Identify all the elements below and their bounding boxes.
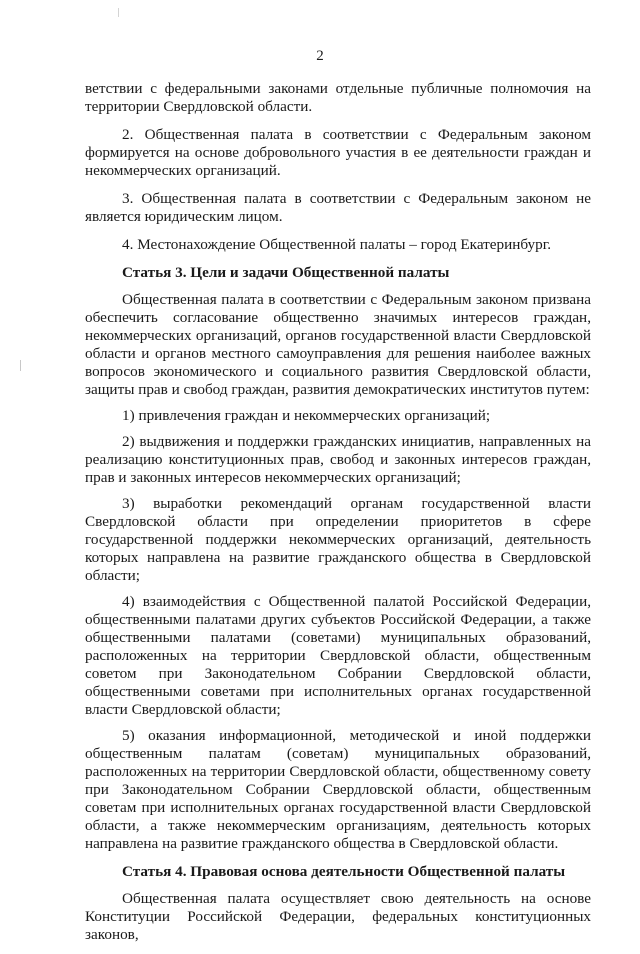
- article-3-heading: Статья 3. Цели и задачи Общественной палаты: [122, 264, 450, 281]
- list-item: 2) выдвижения и поддержки гражданских инициатив, направленных на реализацию конституционных прав, свобод и законных интересов граждан, прав и законных интересов некоммерческих организаций;: [85, 433, 591, 486]
- list-item: 3) выработки рекомендаций органам государственной власти Свердловской области при определении приоритетов в сфере государственной поддержки некоммерческих организаций, деятельность которых направлена на развитие гражданского общества в Свердловской области;: [85, 495, 591, 584]
- article-4-heading: Статья 4. Правовая основа деятельности Общественной палаты: [122, 863, 566, 880]
- article-3-intro: Общественная палата в соответствии с Федеральным законом призвана обеспечить согласование общественно значимых интересов граждан, некоммерческих организаций, органов государственной власти Свердловской области и органов местного самоуправления для решения наиболее важных вопросов экономического и социального развития Свердловской области, защиты прав и свобод граждан, развития демократических институтов путем:: [85, 291, 591, 398]
- document-body: [85, 80, 591, 954]
- page-number: 2: [316, 48, 324, 64]
- article-4-intro: Общественная палата осуществляет свою деятельность на основе Конституции Российской Федерации, федеральных конституционных законов,: [85, 890, 591, 943]
- scan-mark: [20, 360, 21, 371]
- paragraph: 2. Общественная палата в соответствии с Федеральным законом формируется на основе добровольного участия в ее деятельности граждан и некоммерческих организаций.: [85, 126, 591, 179]
- list-item: 5) оказания информационной, методической и иной поддержки общественным палатам (советам) муниципальных образований, расположенных на территории Свердловской области, общественному совету при Законодательном Собрании Свердловской области, общественным советам при исполнительных органах государственной власти Свердловской области, а также некоммерческим организациям, деятельность которых направлена на развитие гражданского общества в Свердловской области.: [85, 727, 591, 852]
- list-item: 4) взаимодействия с Общественной палатой Российской Федерации, общественными палатами других субъектов Российской Федерации, а также общественными палатами (советами) муниципальных образований, расположенных на территории Свердловской области, общественным советом при Законодательном Собрании Свердловской области, общественными советами при исполнительных органах государственной власти Свердловской области;: [85, 593, 591, 718]
- list-item: 1) привлечения граждан и некоммерческих организаций;: [122, 407, 491, 424]
- paragraph: 4. Местонахождение Общественной палаты – город Екатеринбург.: [122, 236, 552, 253]
- paragraph: 3. Общественная палата в соответствии с Федеральным законом не является юридическим лицом.: [85, 190, 591, 225]
- scan-mark: [118, 8, 119, 17]
- paragraph: ветствии с федеральными законами отдельные публичные полномочия на территории Свердловской области.: [85, 80, 591, 115]
